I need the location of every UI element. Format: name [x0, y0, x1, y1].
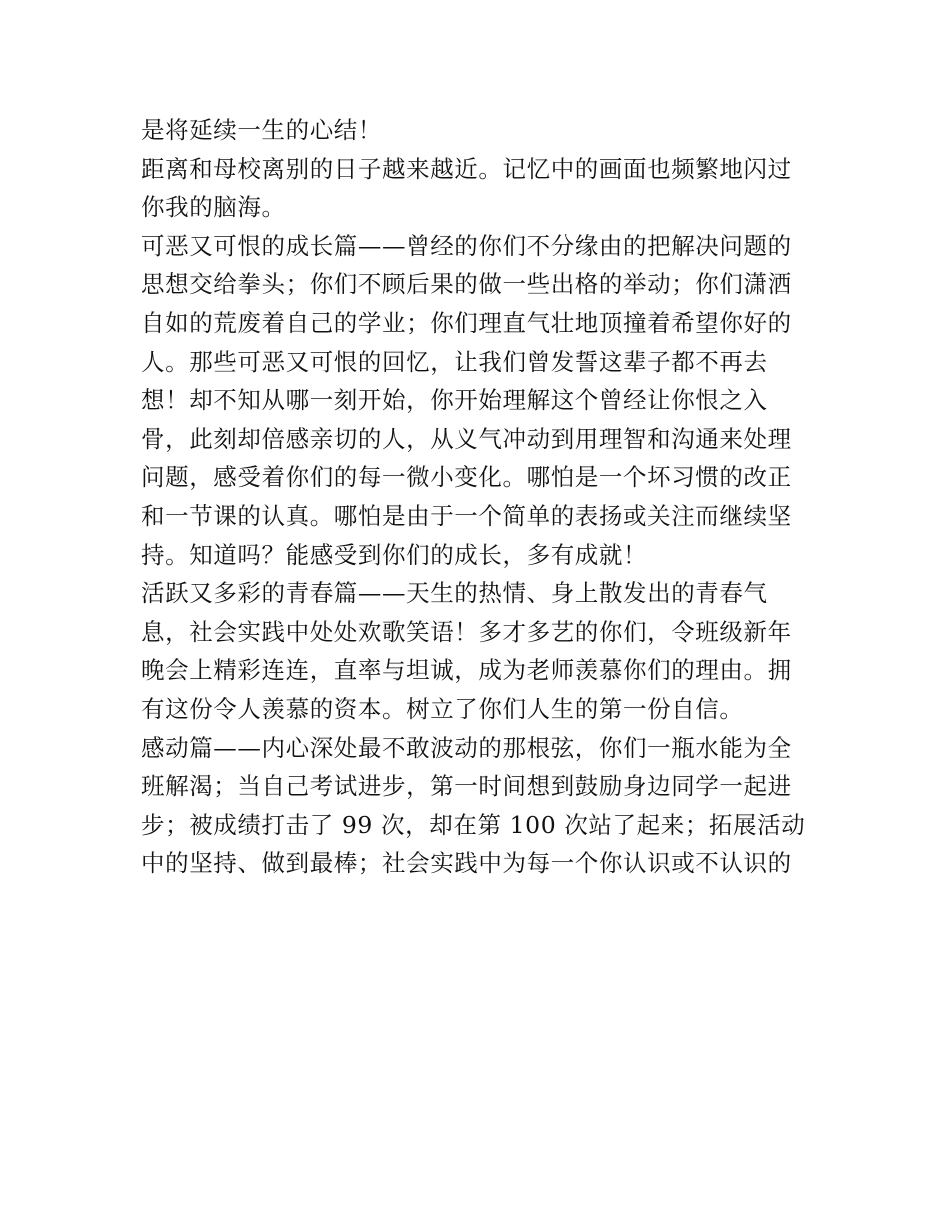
body-text	[141, 111, 821, 883]
text-line: 中的坚持、做到最棒；社会实践中为每一个你认识或不认识的	[141, 849, 792, 878]
text-line: 活跃又多彩的青春篇——天生的热情、身上散发出的青春气	[141, 579, 768, 608]
text-line: 班解渴；当自己考试进步，第一时间想到鼓励身边同学一起进	[141, 772, 792, 801]
text-line: 息，社会实践中处处欢歌笑语！多才多艺的你们，令班级新年	[141, 617, 792, 646]
text-line: 有这份令人羡慕的资本。树立了你们人生的第一份自信。	[141, 694, 744, 723]
text-line: 持。知道吗？能感受到你们的成长，多有成就！	[141, 540, 648, 569]
text-line: 感动篇——内心深处最不敢波动的那根弦，你们一瓶水能为全	[141, 733, 792, 762]
text-line: 思想交给拳头；你们不顾后果的做一些出格的举动；你们潇洒	[141, 270, 792, 299]
text-line: 人。那些可恶又可恨的回忆，让我们曾发誓这辈子都不再去	[141, 347, 768, 376]
text-line: 问题，感受着你们的每一微小变化。哪怕是一个坏习惯的改正	[141, 463, 792, 492]
text-line: 步；被成绩打击了 99 次，却在第 100 次站了起来；拓展活动	[141, 810, 806, 839]
text-line: 想！却不知从哪一刻开始，你开始理解这个曾经让你恨之入	[141, 386, 768, 415]
text-line: 距离和母校离别的日子越来越近。记忆中的画面也频繁地闪过	[141, 154, 792, 183]
text-line: 自如的荒废着自己的学业；你们理直气壮地顶撞着希望你好的	[141, 308, 792, 337]
text-line: 你我的脑海。	[141, 193, 286, 222]
text-line: 是将延续一生的心结！	[141, 116, 382, 144]
text-line: 晚会上精彩连连，直率与坦诚，成为老师羡慕你们的理由。拥	[141, 656, 792, 685]
text-line: 和一节课的认真。哪怕是由于一个简单的表扬或关注而继续坚	[141, 501, 792, 530]
text-line: 骨，此刻却倍感亲切的人，从义气冲动到用理智和沟通来处理	[141, 424, 792, 453]
text-line: 可恶又可恨的成长篇——曾经的你们不分缘由的把解决问题的	[141, 231, 792, 260]
